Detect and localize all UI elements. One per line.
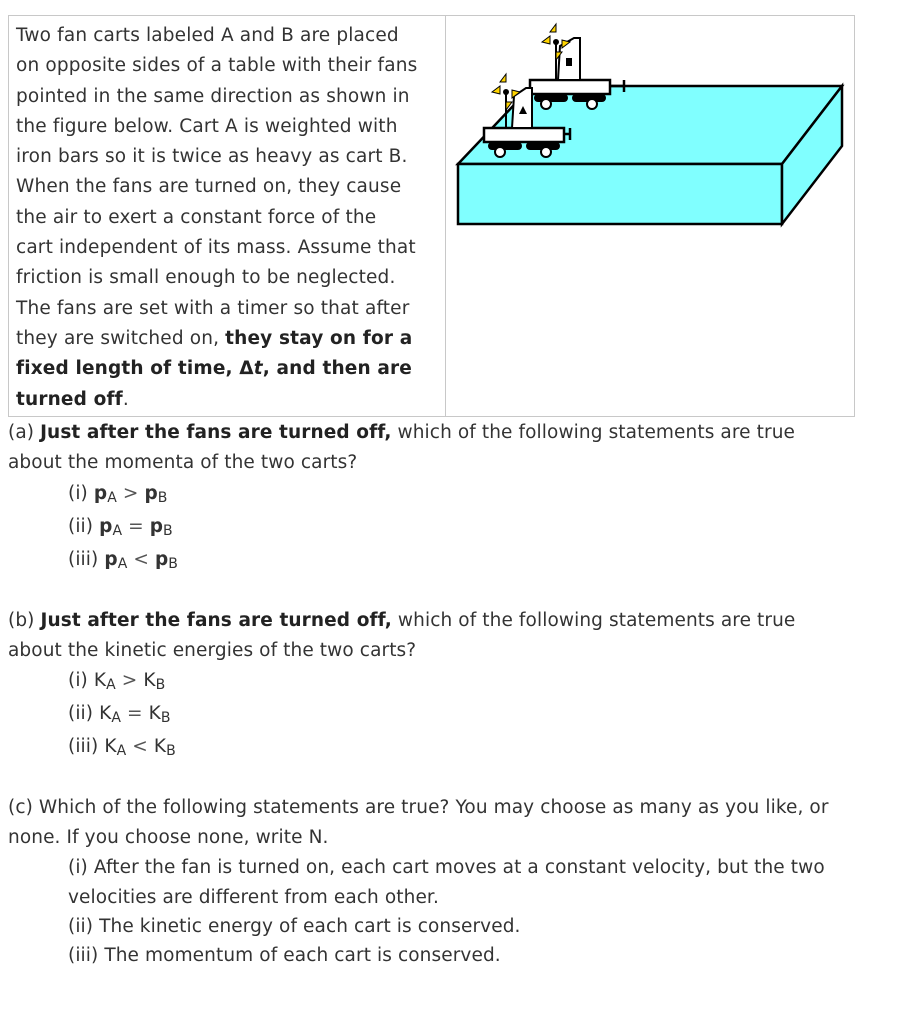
question-a-line1 xyxy=(8,418,898,448)
question-b-prefix: (b) xyxy=(8,610,41,631)
intro-bold-text: they stay on for a xyxy=(225,327,413,349)
question-b-rest: which of the following statements are true xyxy=(391,610,796,631)
option-c-i xyxy=(68,853,888,912)
intro-text xyxy=(9,16,446,416)
question-a-bold: Just after the fans are turned off, xyxy=(40,422,392,443)
question-b-bold: Just after the fans are turned off, xyxy=(40,610,392,631)
question-c-line2: none. If you choose none, write N. xyxy=(8,826,329,848)
intro-line xyxy=(16,354,441,384)
intro-bold-text: fixed length of time, Δ xyxy=(16,358,254,380)
question-b xyxy=(8,606,898,665)
intro-line: friction is small enough to be neglected. xyxy=(16,267,396,289)
question-a-prefix: (a) xyxy=(8,422,41,443)
intro-line: pointed in the same direction as shown in xyxy=(16,85,410,107)
intro-line xyxy=(16,385,441,415)
intro-line: iron bars so it is twice as heavy as cart B. xyxy=(16,146,408,168)
intro-line: The fans are set with a timer so that after xyxy=(16,297,410,319)
intro-table xyxy=(8,15,855,417)
question-b-line1 xyxy=(8,606,898,636)
question-a-line2: about the momenta of the two carts? xyxy=(8,451,358,473)
intro-line: When the fans are turned on, they cause xyxy=(16,176,402,198)
option-a-iii: (iii) pA < pB xyxy=(68,549,178,572)
option-b-i: (i) KA > KB xyxy=(68,670,166,693)
question-c-line1: (c) Which of the following statements are true? You may choose as many as you like, or xyxy=(8,797,829,818)
intro-plain-text: they are switched on, xyxy=(16,327,226,349)
intro-bold-text: , and then are xyxy=(262,358,412,380)
option-c-i-line2: velocities are different from each other. xyxy=(68,886,439,908)
option-c-i-line1: (i) After the fan is turned on, each cart moves at a constant velocity, but the two xyxy=(68,857,825,878)
option-c-iii xyxy=(68,941,888,971)
intro-line: Two fan carts labeled A and B are placed xyxy=(16,25,399,46)
intro-bold-text: turned off xyxy=(16,388,123,410)
question-b-line2: about the kinetic energies of the two carts? xyxy=(8,639,417,661)
question-c xyxy=(8,793,898,852)
intro-line: on opposite sides of a table with their fans xyxy=(16,55,418,77)
option-c-iii-text: (iii) The momentum of each cart is conserved. xyxy=(68,945,501,966)
question-a xyxy=(8,418,898,477)
option-b-ii: (ii) KA = KB xyxy=(68,703,171,726)
question-a-rest: which of the following statements are true xyxy=(391,422,796,443)
intro-italic-t: t xyxy=(253,358,263,380)
fan-carts-figure xyxy=(446,16,854,416)
table-front xyxy=(458,164,782,224)
option-a-i: (i) pA > pB xyxy=(68,483,168,506)
fan-carts-illustration xyxy=(446,16,854,416)
option-c-ii xyxy=(68,912,888,942)
intro-line xyxy=(16,324,441,354)
option-c-ii-text: (ii) The kinetic energy of each cart is conserved. xyxy=(68,916,521,937)
intro-line: the figure below. Cart A is weighted with xyxy=(16,115,398,137)
intro-line: the air to exert a constant force of the xyxy=(16,206,377,228)
option-b-iii: (iii) KA < KB xyxy=(68,736,176,759)
intro-plain-text: . xyxy=(122,388,129,410)
intro-line: cart independent of its mass. Assume that xyxy=(16,237,416,259)
option-a-ii: (ii) pA = pB xyxy=(68,516,173,539)
